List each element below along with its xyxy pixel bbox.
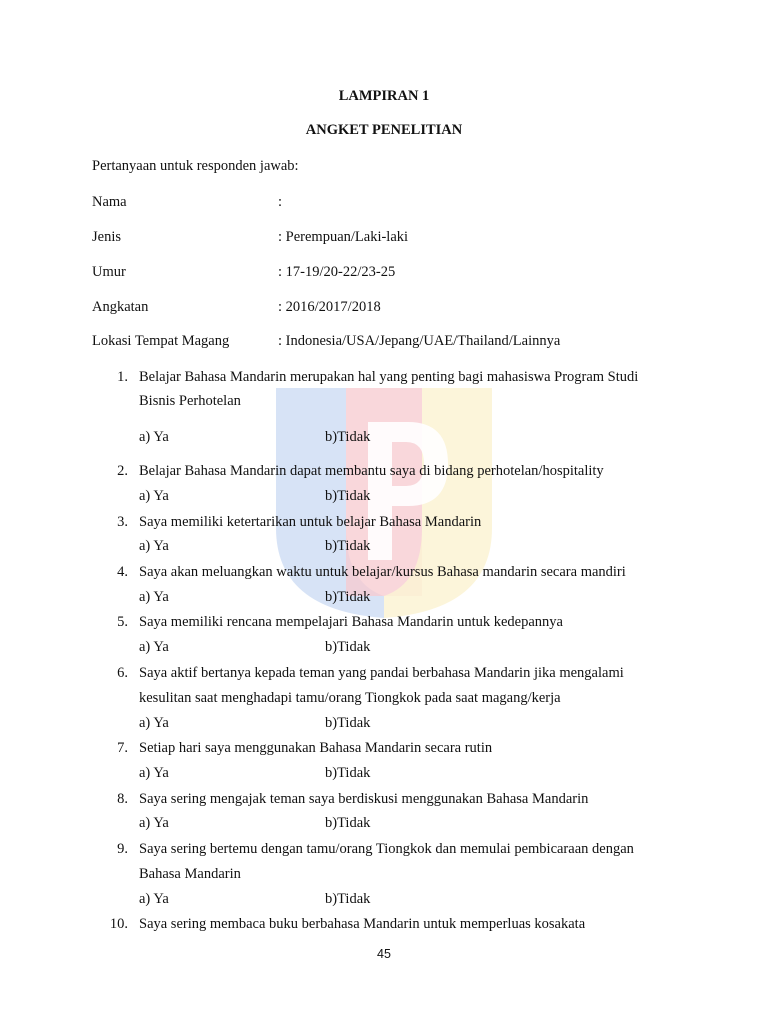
- answer-option-a: a) Ya: [139, 815, 169, 831]
- answer-option-a: a) Ya: [139, 538, 169, 554]
- field-label-nama: Nama: [92, 194, 127, 210]
- answer-option-b: b)Tidak: [325, 589, 371, 605]
- question-number: 5.: [117, 614, 128, 630]
- question-text: Belajar Bahasa Mandarin merupakan hal yang penting bagi mahasiswa Program Studi: [139, 369, 639, 385]
- intro-text: Pertanyaan untuk responden jawab:: [92, 158, 299, 174]
- answer-option-b: b)Tidak: [325, 429, 371, 445]
- question-text: Saya sering bertemu dengan tamu/orang Tiongkok dan memulai pembicaraan dengan: [139, 841, 634, 857]
- question-number: 1.: [117, 369, 128, 385]
- question-number: 7.: [117, 740, 128, 756]
- document-title: LAMPIRAN 1: [338, 88, 430, 104]
- question-text: Bisnis Perhotelan: [139, 393, 241, 409]
- question-text: Saya aktif bertanya kepada teman yang pandai berbahasa Mandarin jika mengalami: [139, 665, 624, 681]
- question-text: Bahasa Mandarin: [139, 866, 241, 882]
- question-number: 6.: [117, 665, 128, 681]
- answer-option-a: a) Ya: [139, 639, 169, 655]
- field-label-umur: Umur: [92, 264, 126, 280]
- field-label-lokasi: Lokasi Tempat Magang: [92, 333, 230, 349]
- question-text: Saya memiliki rencana mempelajari Bahasa Mandarin untuk kedepannya: [139, 614, 563, 630]
- document-subtitle: ANGKET PENELITIAN: [305, 122, 463, 138]
- answer-option-b: b)Tidak: [325, 891, 371, 907]
- answer-option-b: b)Tidak: [325, 815, 371, 831]
- question-number: 8.: [117, 791, 128, 807]
- answer-option-a: a) Ya: [139, 429, 169, 445]
- question-number: 3.: [117, 514, 128, 530]
- question-number: 10.: [109, 916, 128, 932]
- question-text: Saya sering membaca buku berbahasa Mandarin untuk memperluas kosakata: [139, 916, 586, 932]
- answer-option-a: a) Ya: [139, 488, 169, 504]
- question-text: Saya memiliki ketertarikan untuk belajar Bahasa Mandarin: [139, 514, 482, 530]
- field-value-nama: :: [278, 194, 283, 210]
- question-number: 9.: [117, 841, 128, 857]
- question-number: 2.: [117, 463, 128, 479]
- answer-option-b: b)Tidak: [325, 639, 371, 655]
- field-value-umur: : 17-19/20-22/23-25: [278, 264, 396, 280]
- question-text: Setiap hari saya menggunakan Bahasa Mandarin secara rutin: [139, 740, 493, 756]
- answer-option-a: a) Ya: [139, 765, 169, 781]
- field-value-jenis: : Perempuan/Laki-laki: [278, 229, 409, 245]
- question-text: Belajar Bahasa Mandarin dapat membantu saya di bidang perhotelan/hospitality: [139, 463, 604, 479]
- question-text: Saya akan meluangkan waktu untuk belajar/kursus Bahasa mandarin secara mandiri: [139, 564, 626, 580]
- page-number: 45: [377, 947, 391, 961]
- question-text: kesulitan saat menghadapi tamu/orang Tiongkok pada saat magang/kerja: [139, 690, 561, 706]
- answer-option-b: b)Tidak: [325, 765, 371, 781]
- answer-option-a: a) Ya: [139, 589, 169, 605]
- answer-option-a: a) Ya: [139, 891, 169, 907]
- question-number: 4.: [117, 564, 128, 580]
- field-value-lokasi: : Indonesia/USA/Jepang/UAE/Thailand/Lainnya: [278, 333, 561, 349]
- field-label-jenis: Jenis: [92, 229, 121, 245]
- answer-option-b: b)Tidak: [325, 715, 371, 731]
- field-label-angkatan: Angkatan: [92, 299, 149, 315]
- field-value-angkatan: : 2016/2017/2018: [278, 299, 381, 315]
- answer-option-b: b)Tidak: [325, 488, 371, 504]
- question-text: Saya sering mengajak teman saya berdiskusi menggunakan Bahasa Mandarin: [139, 791, 589, 807]
- answer-option-a: a) Ya: [139, 715, 169, 731]
- answer-option-b: b)Tidak: [325, 538, 371, 554]
